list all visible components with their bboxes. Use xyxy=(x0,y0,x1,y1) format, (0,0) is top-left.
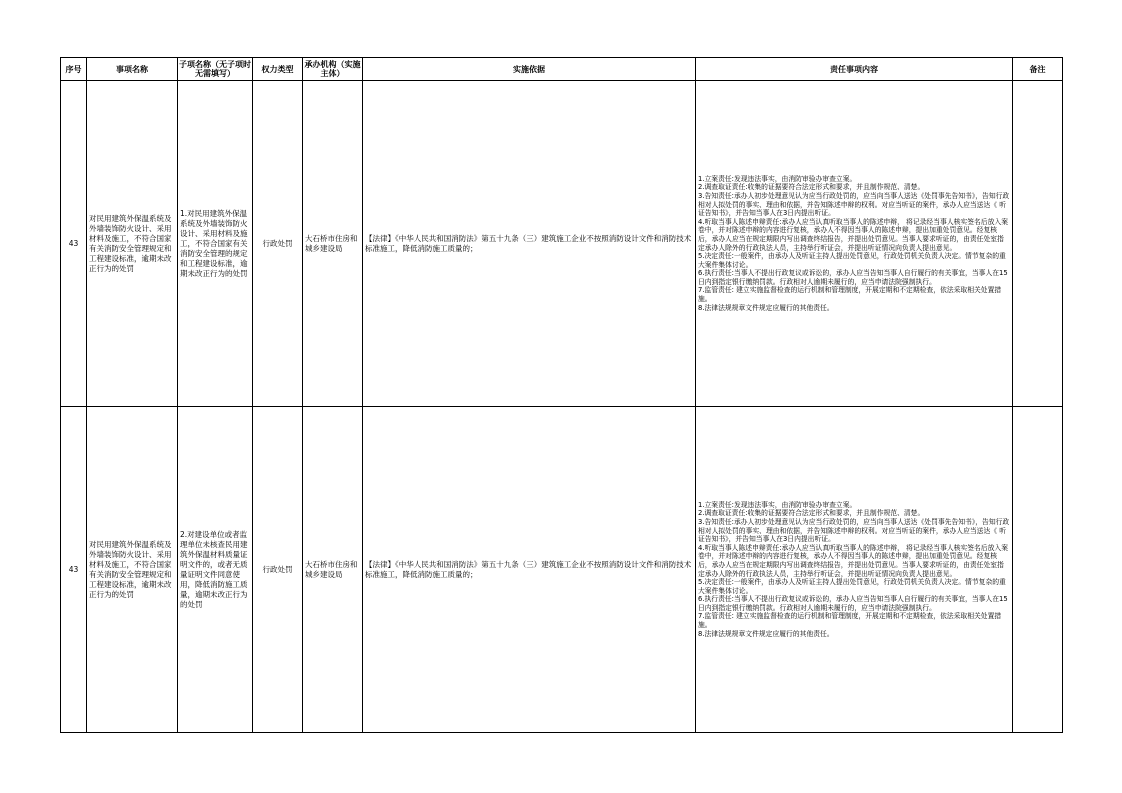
responsibility-line: 8.法律法规规章文件规定应履行的其他责任。 xyxy=(698,303,834,312)
organization: 大石桥市住房和城乡建设局 xyxy=(303,407,363,733)
note xyxy=(1013,81,1063,407)
organization: 大石桥市住房和城乡建设局 xyxy=(303,81,363,407)
responsibility-line: 3.告知责任:承办人初步处理意见认为应当行政处罚的，应当向当事人送达《处罚事先告知书》，告知行政相对人拟处罚的事实、理由和依据，并告知陈述申辩的权利。对应当听证的案件，承办人应当送达《 听证告知书》，并告知当事人在3日内提出听证。 xyxy=(698,191,1010,218)
legal-basis: 【法律】《中华人民共和国消防法》第五十九条（三）建筑施工企业不按照消防设计文件和消防技术标准施工，降低消防施工质量的； xyxy=(363,81,696,407)
header-responsibility: 责任事项内容 xyxy=(696,58,1013,81)
sub-item-name: 2.对建设单位或者监理单位未核查民用建筑外保温材料质量证明文件的，或者无质量证明文件同意使用，降低消防施工质量，逾期未改正行为的处罚 xyxy=(178,407,253,733)
responsibility-line: 1.立案责任:发现违法事实，由消防审验办审查立案。 xyxy=(698,500,857,509)
header-row xyxy=(61,58,1063,81)
responsibility-line: 6.执行责任:当事人不提出行政复议或诉讼的，承办人应当告知当事人自行履行的有关事宜，当事人在15日内到指定银行缴纳罚款。行政相对人逾期未履行的，应当申请法院强制执行。 xyxy=(698,269,1008,286)
item-name: 对民用建筑外保温系统及外墙装饰防火设计、采用材料及施工，不符合国家有关消防安全管理规定和工程建设标准，逾期未改正行为的处罚 xyxy=(87,407,178,733)
responsibility-table xyxy=(60,57,1063,733)
responsibility-line: 8.法律法规规章文件规定应履行的其他责任。 xyxy=(698,629,834,638)
power-type: 行政处罚 xyxy=(253,407,303,733)
header-item-name: 事项名称 xyxy=(87,58,178,81)
responsibility-line: 2.调查取证责任:收集的证据要符合法定形式和要求，并且制作规范、清楚。 xyxy=(698,183,925,192)
responsibility-line: 4.听取当事人陈述申辩责任:承办人应当认真听取当事人的陈述申辩， 将记录经当事人核实签名后放入案卷中，并对陈述申辩的内容进行复核，承办人不得因当事人的陈述申辩，提出加重处罚意见。经复核后，承办人应当在规定期限内写出调查终结报告，并提出处罚意见。当事人要求听证的，由责任处室指定承办人除外的行政执法人员，主持举行听证会，并提出听证情况向负责人提出意见。 xyxy=(698,543,1008,578)
header-organization: 承办机构（实施主体） xyxy=(303,58,363,81)
responsibility-line: 7.监管责任: 建立实施监督检查的运行机制和管理制度，开展定期和不定期检查，依法采取相关处置措施。 xyxy=(698,612,1002,630)
responsibility-line: 7.监管责任: 建立实施监督检查的运行机制和管理制度，开展定期和不定期检查，依法采取相关处置措施。 xyxy=(698,286,1002,304)
responsibility-content xyxy=(696,407,1013,733)
table-row xyxy=(61,81,1063,407)
header-power-type: 权力类型 xyxy=(253,58,303,81)
table-row xyxy=(61,407,1063,733)
responsibility-line: 5.决定责任:一般案件，由承办人及听证主持人提出处罚意见，行政处罚机关负责人决定。情节复杂的重大案件集体讨论。 xyxy=(698,252,1006,269)
header-note: 备注 xyxy=(1013,58,1063,81)
responsibility-line: 1.立案责任:发现违法事实，由消防审验办审查立案。 xyxy=(698,174,857,183)
row-number: 43 xyxy=(61,407,87,733)
header-no: 序号 xyxy=(61,58,87,81)
row-number: 43 xyxy=(61,81,87,407)
sub-item-name: 1.对民用建筑外保温系统及外墙装饰防火设计、采用材料及施工，不符合国家有关消防安全管理的规定和工程建设标准，逾期未改正行为的处罚 xyxy=(178,81,253,407)
responsibility-line: 5.决定责任:一般案件，由承办人及听证主持人提出处罚意见，行政处罚机关负责人决定。情节复杂的重大案件集体讨论。 xyxy=(698,578,1006,595)
responsibility-line: 2.调查取证责任:收集的证据要符合法定形式和要求，并且制作规范、清楚。 xyxy=(698,509,925,518)
header-basis: 实施依据 xyxy=(363,58,696,81)
header-sub-item: 子项名称（无子项时无需填写） xyxy=(178,58,253,81)
responsibility-line: 4.听取当事人陈述申辩责任:承办人应当认真听取当事人的陈述申辩， 将记录经当事人核实签名后放入案卷中，并对陈述申辩的内容进行复核，承办人不得因当事人的陈述申辩，提出加重处罚意见。经复核后，承办人应当在规定期限内写出调查终结报告，并提出处罚意见。当事人要求听证的，由责任处室指定承办人除外的行政执法人员，主持举行听证会，并提出听证情况向负责人提出意见。 xyxy=(698,217,1008,252)
power-type: 行政处罚 xyxy=(253,81,303,407)
responsibility-content xyxy=(696,81,1013,407)
item-name: 对民用建筑外保温系统及外墙装饰防火设计、采用材料及施工，不符合国家有关消防安全管理规定和工程建设标准，逾期未改正行为的处罚 xyxy=(87,81,178,407)
legal-basis: 【法律】《中华人民共和国消防法》第五十九条（三）建筑施工企业不按照消防设计文件和消防技术标准施工，降低消防施工质量的； xyxy=(363,407,696,733)
responsibility-line: 6.执行责任:当事人不提出行政复议或诉讼的，承办人应当告知当事人自行履行的有关事宜，当事人在15日内到指定银行缴纳罚款。行政相对人逾期未履行的，应当申请法院强制执行。 xyxy=(698,595,1008,612)
responsibility-line: 3.告知责任:承办人初步处理意见认为应当行政处罚的，应当向当事人送达《处罚事先告知书》，告知行政相对人拟处罚的事实、理由和依据，并告知陈述申辩的权利。对应当听证的案件，承办人应当送达《 听证告知书》，并告知当事人在3日内提出听证。 xyxy=(698,517,1010,544)
note xyxy=(1013,407,1063,733)
